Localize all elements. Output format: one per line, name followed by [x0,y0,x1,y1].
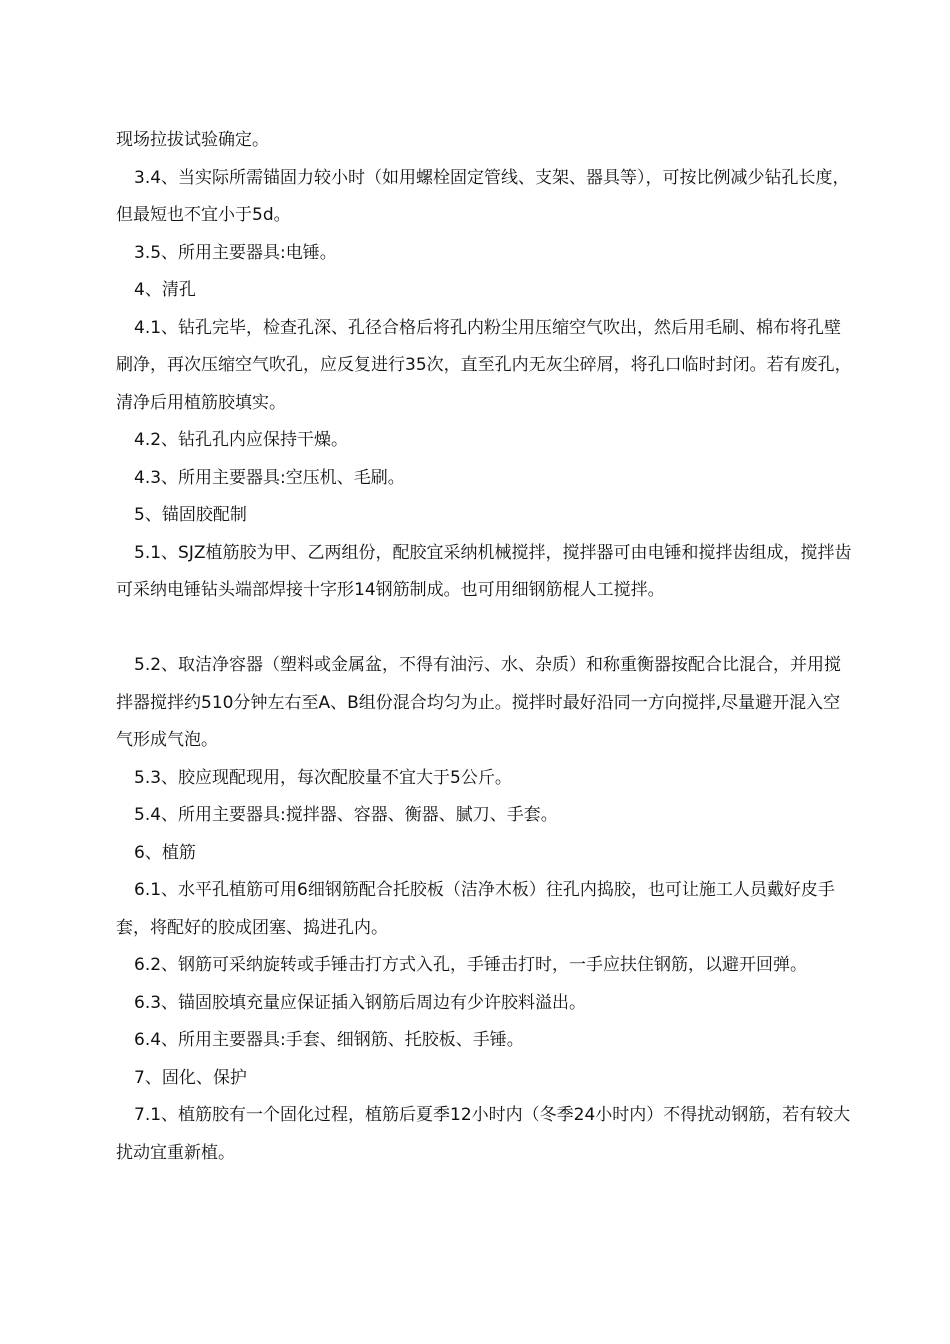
paragraph-5-3: 5.3、胶应现配现用，每次配胶量不宜大于5公斤。 [134,767,512,788]
paragraph-5-2: 5.2、取洁净容器（塑料或金属盆，不得有油污、水、杂质）和称重衡器按配合比混合，并用搅拌器搅拌约510分钟左右至A、B组份混合均匀为止。搅拌时最好沿同一方向搅拌,尽量避开混入空气形成气泡。 [116,655,842,750]
paragraph-6-3: 6.3、锚固胶填充量应保证插入钢筋后周边有少许胶料溢出。 [134,992,587,1013]
paragraph-5-4: 5.4、所用主要器具:搅拌器、容器、衡器、腻刀、手套。 [134,805,558,825]
paragraph-4-3: 4.3、所用主要器具:空压机、毛刷。 [134,467,405,488]
paragraph-4-2: 4.2、钻孔孔内应保持干燥。 [134,430,349,450]
paragraph-3-4: 3.4、当实际所需锚固力较小时（如用螺栓固定管线、支架、器具等），可按比例减少钻孔长度，但最短也不宜小于5d。 [116,167,850,225]
blank-line [116,610,856,648]
paragraph-6-2: 6.2、钢筋可采纳旋转或手锤击打方式入孔，手锤击打时，一手应扶住钢筋，以避开回弹。 [134,955,808,975]
paragraph-5-1: 5.1、SJZ植筋胶为甲、乙两组份，配胶宜采纳机械搅拌，搅拌器可由电锤和搅拌齿组成，搅拌齿可采纳电锤钻头端部焊接十字形14钢筋制成。也可用细钢筋棍人工搅拌。 [116,542,852,600]
section-heading-7: 7、固化、保护 [134,1067,247,1088]
paragraph-continuation: 现场拉拔试验确定。 [116,130,269,150]
paragraph-6-1: 6.1、水平孔植筋可用6细钢筋配合托胶板（洁净木板）往孔内捣胶，也可让施工人员戴好皮手套，将配好的胶成团塞、捣进孔内。 [116,880,835,938]
paragraph-7-1: 7.1、植筋胶有一个固化过程，植筋后夏季12小时内（冬季24小时内）不得扰动钢筋，若有较大扰动宜重新植。 [116,1105,851,1163]
section-heading-5: 5、锚固胶配制 [134,505,247,525]
paragraph-3-5: 3.5、所用主要器具:电锤。 [134,242,337,263]
section-heading-4: 4、清孔 [134,280,196,300]
section-heading-6: 6、植筋 [134,842,196,863]
paragraph-4-1: 4.1、钻孔完毕，检查孔深、孔径合格后将孔内粉尘用压缩空气吹出，然后用毛刷、棉布将孔壁刷净，再次压缩空气吹孔，应反复进行35次，直至孔内无灰尘碎屑，将孔口临时封闭。若有废孔，清净后用植筋胶填实。 [116,317,852,413]
paragraph-6-4: 6.4、所用主要器具:手套、细钢筋、托胶板、手锤。 [134,1030,524,1050]
document-body [116,122,856,1172]
